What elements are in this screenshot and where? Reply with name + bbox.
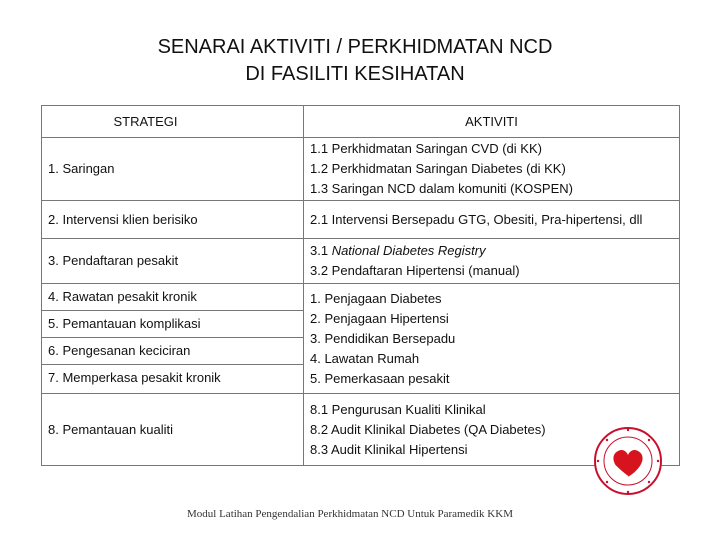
aktiviti-line: 3.2 Pendaftaran Hipertensi (manual) (310, 263, 520, 278)
strategi-item: 7. Memperkasa pesakit kronik (48, 370, 221, 385)
aktiviti-cell (304, 201, 680, 239)
heart-hands-icon (592, 425, 664, 497)
strategi-cell (42, 284, 304, 394)
aktiviti-line: 8.3 Audit Klinikal Hipertensi (310, 441, 468, 457)
aktiviti-cell (304, 138, 680, 201)
aktiviti-line: 5. Pemerkasaan pesakit (310, 370, 450, 386)
aktiviti-line: 2.1 Intervensi Bersepadu GTG, Obesiti, Pra-hipertensi, dll (310, 211, 643, 227)
aktiviti-cell (304, 284, 680, 394)
table-row (42, 284, 680, 394)
strategi-cell: 8. Pemantauan kualiti (42, 394, 304, 466)
table-row (42, 394, 680, 466)
aktiviti-line: 2. Penjagaan Hipertensi (310, 310, 449, 326)
title-line-2: DI FASILITI KESIHATAN (245, 63, 465, 85)
strategi-item: 4. Rawatan pesakit kronik (42, 284, 303, 311)
table-header-row (42, 106, 680, 138)
strategi-item: 6. Pengesanan keciciran (42, 338, 303, 365)
title-line-1: SENARAI AKTIVITI / PERKHIDMATAN NCD (157, 36, 553, 58)
aktiviti-prefix: 3.1 (310, 243, 332, 258)
aktiviti-line: 1.3 Saringan NCD dalam komuniti (KOSPEN) (310, 181, 573, 196)
aktiviti-line: 1. Penjagaan Diabetes (310, 290, 442, 306)
strategi-item: 5. Pemantauan komplikasi (42, 311, 303, 338)
header-strategi: STRATEGI (42, 106, 304, 138)
page-title (0, 34, 710, 88)
strategi-cell: 1. Saringan (42, 138, 304, 201)
aktiviti-line: 8.1 Pengurusan Kualiti Klinikal (310, 401, 486, 417)
aktiviti-line: 8.2 Audit Klinikal Diabetes (QA Diabetes) (310, 421, 546, 437)
aktiviti-line: 1.1 Perkhidmatan Saringan CVD (di KK) (310, 141, 542, 156)
table-row (42, 239, 680, 284)
aktiviti-line: 4. Lawatan Rumah (310, 350, 420, 366)
aktiviti-italic: National Diabetes Registry (331, 243, 486, 258)
header-aktiviti: AKTIVITI (304, 106, 680, 138)
aktiviti-cell (304, 239, 680, 284)
aktiviti-line: 3. Pendidikan Bersepadu (310, 330, 456, 346)
table-row (42, 138, 680, 201)
aktiviti-line (310, 241, 673, 261)
table-row (42, 201, 680, 239)
footer-text: Modul Latihan Pengendalian Perkhidmatan NCD Untuk Paramedik KKM (187, 508, 513, 520)
aktiviti-line: 1.2 Perkhidmatan Saringan Diabetes (di KK) (310, 161, 566, 176)
ncd-activity-table (41, 105, 680, 466)
strategi-cell: 3. Pendaftaran pesakit (42, 239, 304, 284)
strategi-cell: 2. Intervensi klien berisiko (42, 201, 304, 239)
